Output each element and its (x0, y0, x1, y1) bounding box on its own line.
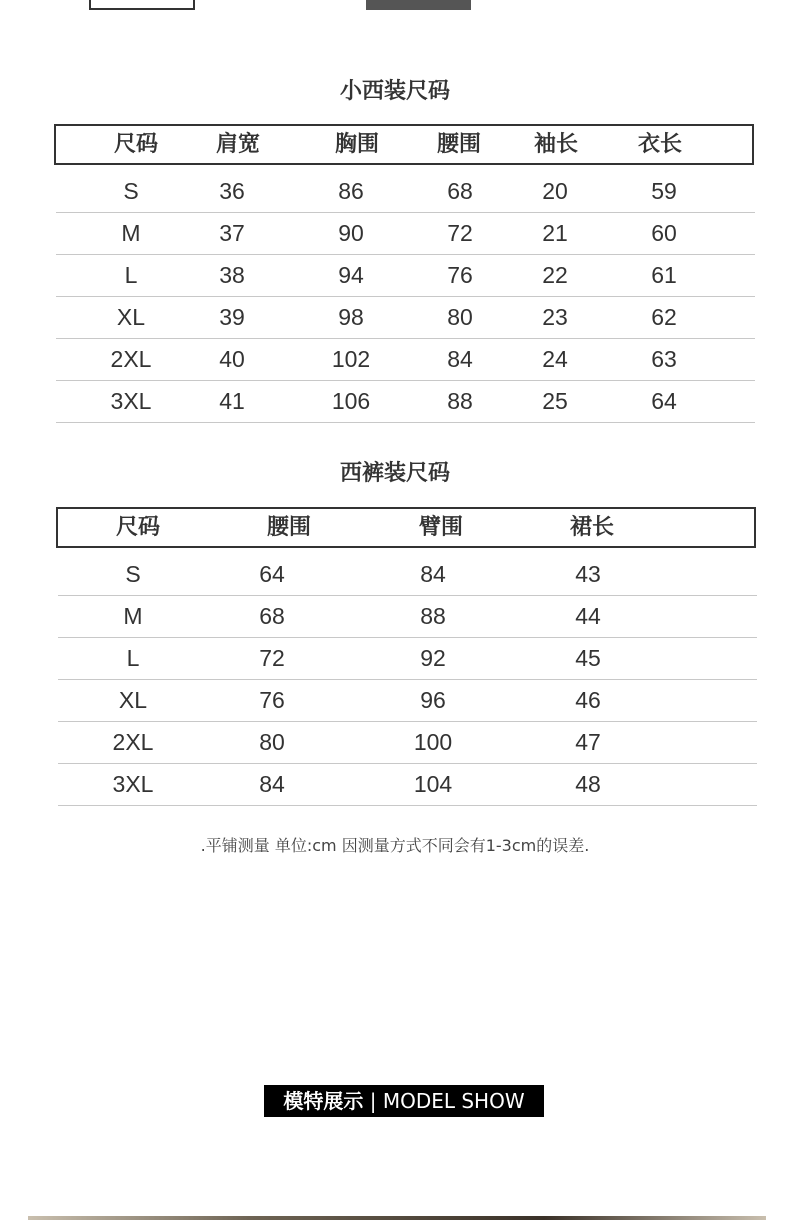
jacket-cell: 90 (338, 220, 364, 246)
pants-cell: XL (118, 687, 148, 713)
jacket-cell: 88 (447, 388, 473, 414)
option-tab-4[interactable] (500, 0, 600, 10)
pants-cell: L (126, 645, 140, 671)
measurement-note: .平铺测量 单位:cm 因测量方式不同会有1-3cm的误差. (200, 836, 590, 855)
pants-header-size: 尺码 (115, 515, 161, 540)
jacket-cell: 3XL (110, 388, 152, 414)
jacket-cell: 63 (651, 346, 677, 372)
jacket-row (56, 339, 755, 381)
jacket-cell: S (123, 178, 139, 204)
pants-size-title: 西裤装尺码 (339, 461, 450, 486)
pants-cell: 84 (420, 561, 446, 587)
jacket-row (56, 255, 755, 297)
pants-cell: 76 (259, 687, 285, 713)
jacket-cell: 59 (651, 178, 677, 204)
pants-cell: 100 (413, 729, 453, 755)
jacket-cell: 37 (219, 220, 245, 246)
pants-cell: 2XL (112, 729, 154, 755)
pants-cell: S (125, 561, 141, 587)
pants-cell: 72 (259, 645, 285, 671)
jacket-cell: 61 (651, 262, 677, 288)
pants-row (58, 764, 757, 806)
jacket-cell: 62 (651, 304, 677, 330)
photo-edge-strip (28, 1216, 766, 1220)
pants-cell: 88 (420, 603, 446, 629)
option-tab-5[interactable] (630, 0, 730, 10)
pants-cell: 3XL (112, 771, 154, 797)
pants-cell: 80 (259, 729, 285, 755)
option-tab-1[interactable] (89, 0, 195, 10)
jacket-row (56, 297, 755, 339)
jacket-cell: 24 (542, 346, 568, 372)
pants-header-length: 裙长 (569, 515, 615, 540)
jacket-header-sleeve: 袖长 (533, 132, 579, 157)
banner-separator: | (369, 1089, 377, 1113)
jacket-cell: 98 (338, 304, 364, 330)
jacket-cell: 2XL (110, 346, 152, 372)
pants-cell: 43 (575, 561, 601, 587)
jacket-cell: 22 (542, 262, 568, 288)
jacket-row (56, 381, 755, 423)
pants-cell: 47 (575, 729, 601, 755)
model-show-banner (264, 1085, 544, 1117)
jacket-cell: 102 (331, 346, 371, 372)
jacket-cell: 94 (338, 262, 364, 288)
pants-row (58, 596, 757, 638)
option-tab-2[interactable] (236, 0, 336, 10)
jacket-row (56, 213, 755, 255)
jacket-table-header (54, 124, 754, 165)
pants-header-arm: 臂围 (418, 515, 464, 540)
banner-en-label: MODEL SHOW (382, 1089, 525, 1113)
jacket-cell: 39 (219, 304, 245, 330)
jacket-header-chest: 胸围 (334, 132, 380, 157)
pants-cell: 45 (575, 645, 601, 671)
pants-cell: 44 (575, 603, 601, 629)
jacket-cell: 38 (219, 262, 245, 288)
jacket-cell: 80 (447, 304, 473, 330)
jacket-cell: 40 (219, 346, 245, 372)
jacket-cell: 106 (331, 388, 371, 414)
pants-row (58, 554, 757, 596)
jacket-cell: 76 (447, 262, 473, 288)
jacket-cell: 41 (219, 388, 245, 414)
pants-row (58, 638, 757, 680)
option-tab-3-selected[interactable] (366, 0, 471, 10)
jacket-cell: 86 (338, 178, 364, 204)
pants-table-header (56, 507, 756, 548)
jacket-cell: L (124, 262, 138, 288)
jacket-cell: M (121, 220, 141, 246)
banner-cn-label: 模特展示 (283, 1089, 364, 1113)
pants-cell: 46 (575, 687, 601, 713)
jacket-row (56, 171, 755, 213)
jacket-cell: 60 (651, 220, 677, 246)
jacket-cell: 21 (542, 220, 568, 246)
pants-cell: 104 (413, 771, 453, 797)
pants-cell: 92 (420, 645, 446, 671)
jacket-header-shoulder: 肩宽 (215, 132, 261, 157)
jacket-header-waist: 腰围 (436, 132, 482, 157)
jacket-cell: 36 (219, 178, 245, 204)
pants-header-waist: 腰围 (266, 515, 312, 540)
jacket-size-title: 小西装尺码 (339, 79, 450, 104)
jacket-cell: 23 (542, 304, 568, 330)
jacket-cell: 25 (542, 388, 568, 414)
jacket-cell: XL (116, 304, 146, 330)
jacket-cell: 20 (542, 178, 568, 204)
pants-row (58, 722, 757, 764)
jacket-cell: 68 (447, 178, 473, 204)
jacket-cell: 72 (447, 220, 473, 246)
pants-cell: 48 (575, 771, 601, 797)
pants-cell: 68 (259, 603, 285, 629)
pants-cell: 84 (259, 771, 285, 797)
pants-cell: 64 (259, 561, 285, 587)
jacket-header-size: 尺码 (113, 132, 159, 157)
pants-row (58, 680, 757, 722)
pants-cell: M (123, 603, 143, 629)
pants-cell: 96 (420, 687, 446, 713)
jacket-header-length: 衣长 (637, 132, 683, 157)
jacket-cell: 64 (651, 388, 677, 414)
jacket-cell: 84 (447, 346, 473, 372)
